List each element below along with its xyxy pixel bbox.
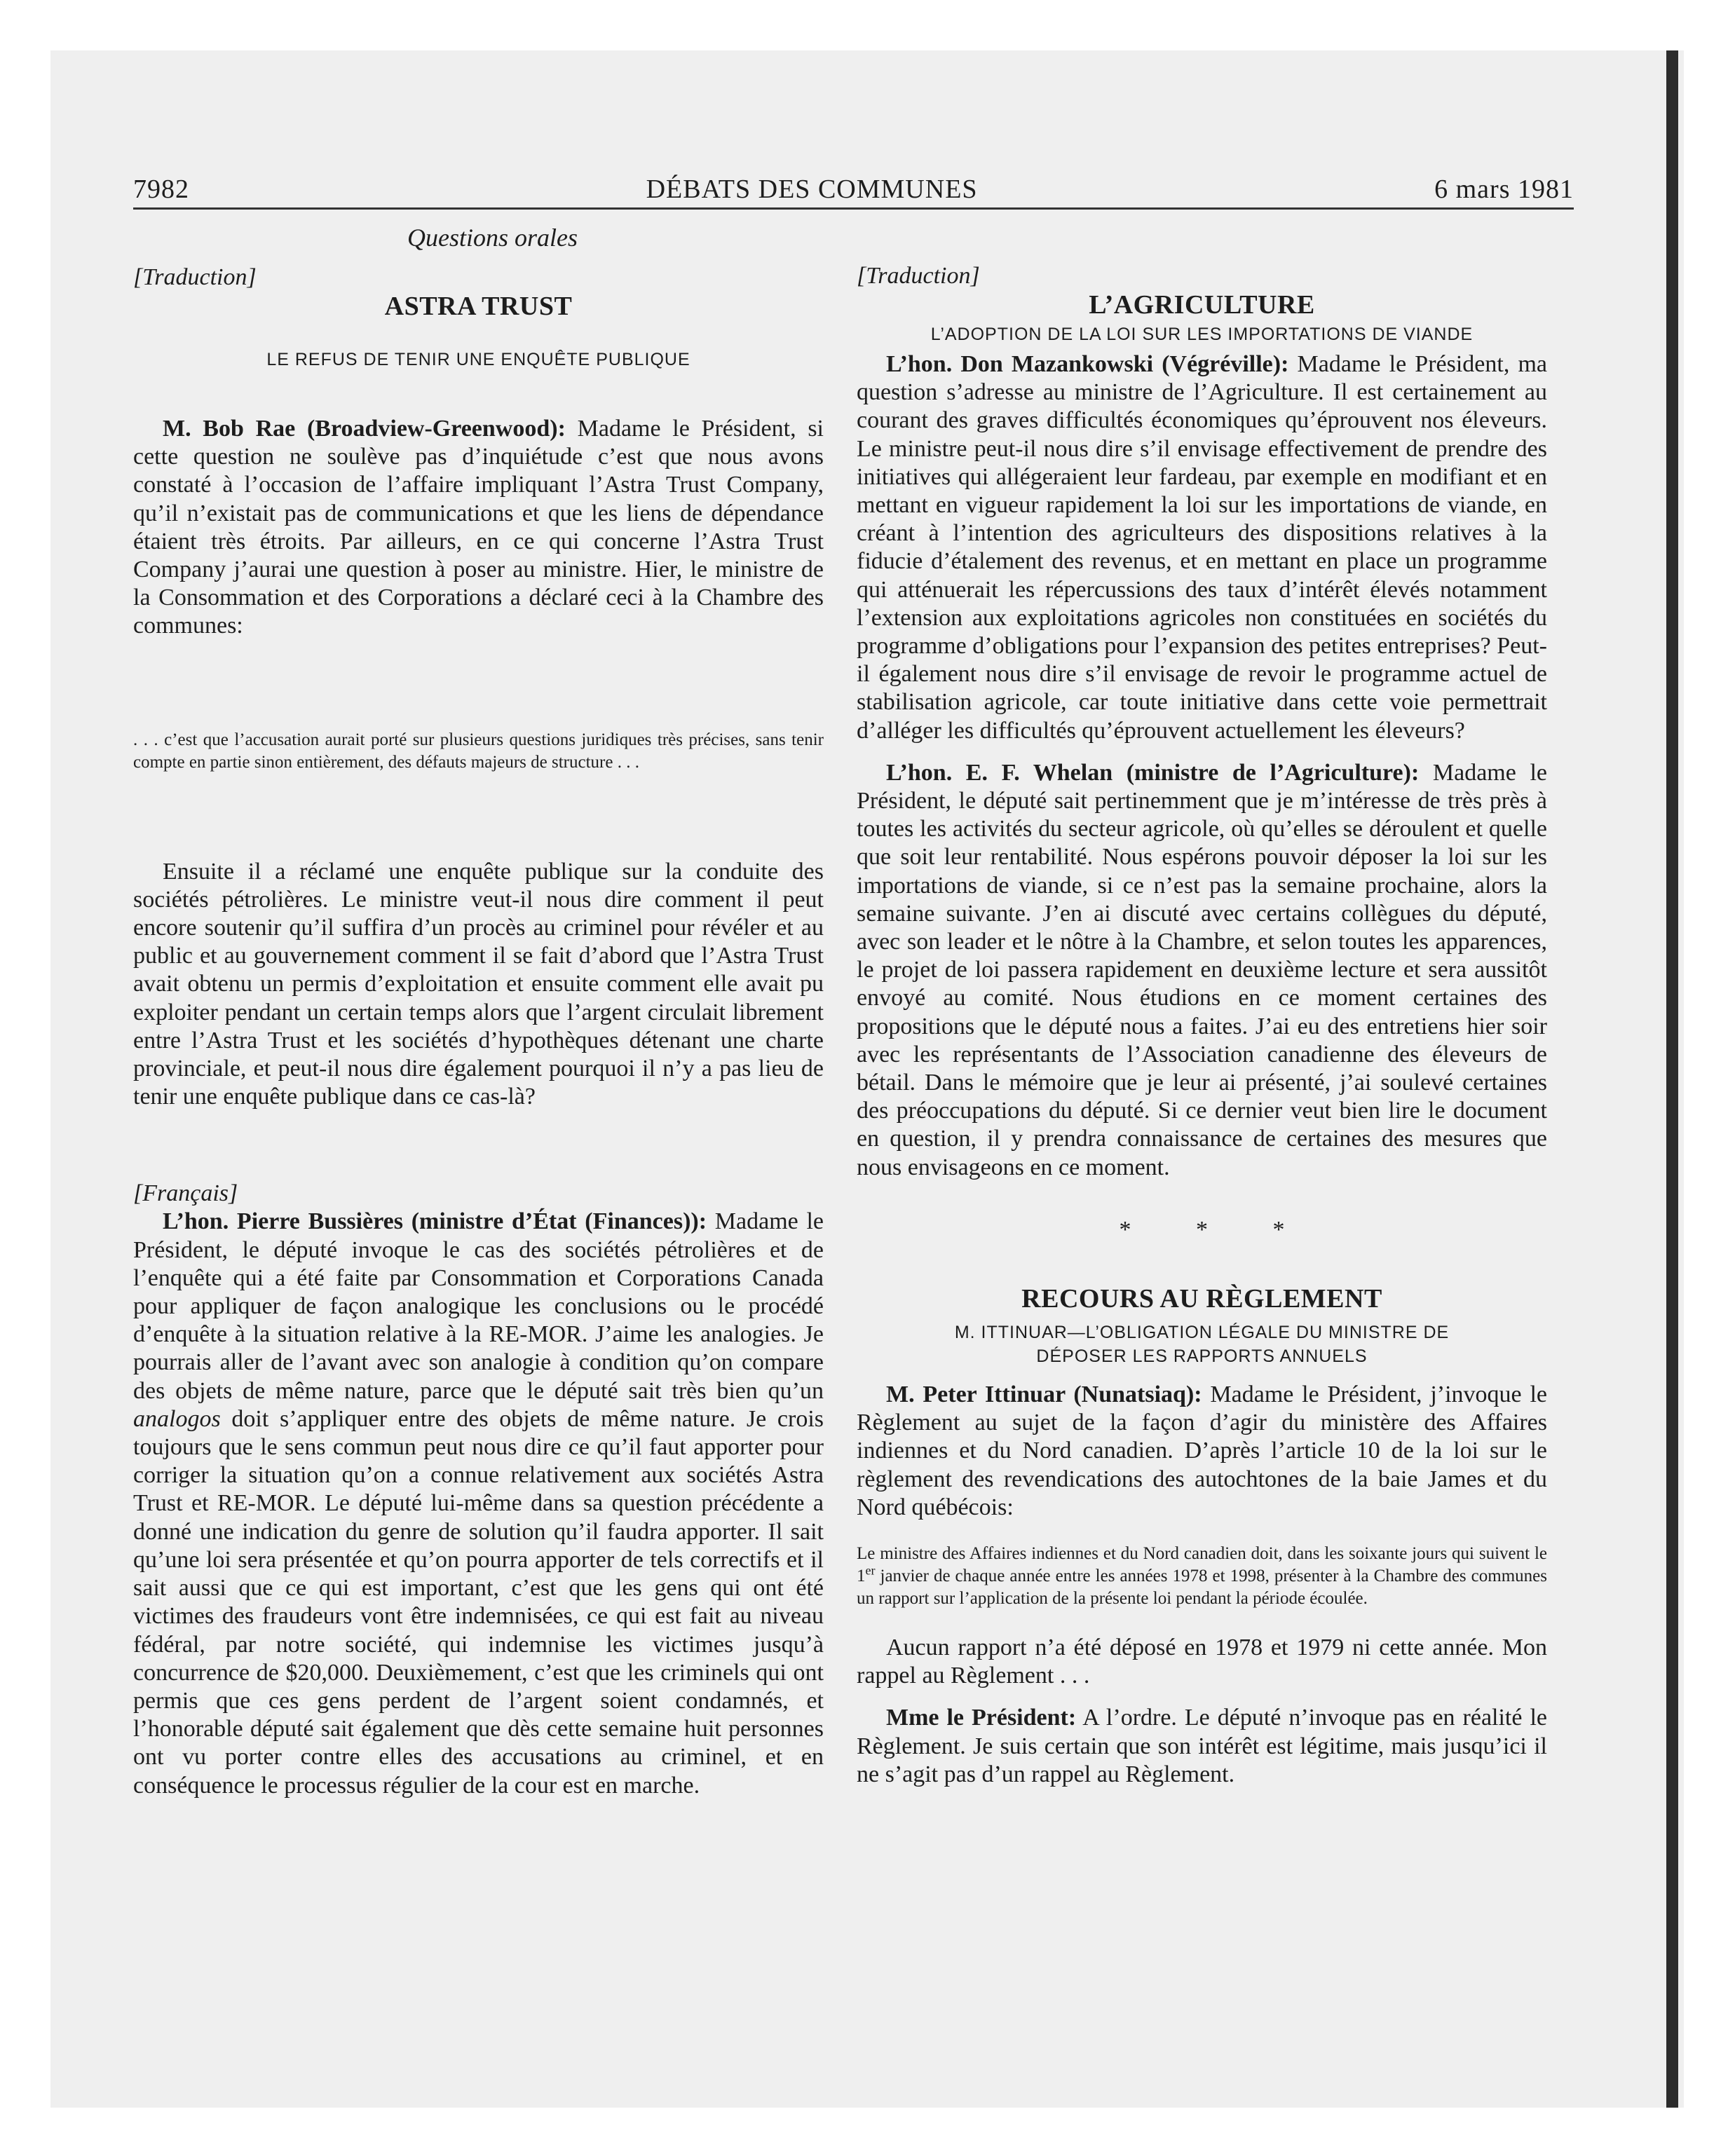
rubric-traduction: [Traduction]	[857, 263, 980, 289]
section-title: ASTRA TRUST	[384, 292, 573, 321]
section-title: RECOURS AU RÈGLEMENT	[1021, 1283, 1382, 1314]
section-subtitle: LE REFUS DE TENIR UNE ENQUÊTE PUBLIQUE	[266, 350, 690, 369]
speaker-name: L’hon. Don Mazankowski (Végréville):	[886, 351, 1289, 377]
right-column	[857, 223, 1547, 1789]
quote-text: janvier de chaque année entre les années 1978 et 1998, présenter à la Chambre des communes un rapport sur l’application de la présente loi pendant la période écoulée.	[857, 1566, 1547, 1608]
paragraph	[133, 1208, 824, 1799]
paragraph-text: Madame le Président, si cette question ne soulève pas d’inquiétude c’est que nous avons constaté à l’occasion de l’affaire impliquant l’Astra Trust Company, qu’il n’existait pas de communications et que les liens de dépendance étaient très étroits. Par ailleurs, en ce qui concerne l’Astra Trust Company j’aurai une question à poser au ministre. Hier, le ministre de la Consommation et des Corporations a déclaré ceci à la Chambre des communes:	[133, 416, 824, 639]
quote-text: Le ministre des Affaires indiennes et du Nord canadien doit, dans les soixante jours qui suivent le 1	[857, 1543, 1547, 1585]
section-subtitle	[857, 1321, 1547, 1368]
section-heading: Questions orales	[407, 224, 578, 252]
paragraph	[857, 350, 1547, 745]
page-number: 7982	[133, 175, 189, 204]
speaker-name: L’hon. E. F. Whelan (ministre de l’Agriculture):	[886, 759, 1420, 786]
paragraph-text: Madame le Président, j’invoque le Règlement au sujet de la façon d’agir du ministère des Affaires indiennes et du Nord canadien. D’après l’article 10 de la loi sur le règlement des revendications des autochtones de la baie James et du Nord québécois:	[857, 1381, 1547, 1520]
italic-term: analogos	[133, 1405, 221, 1432]
issue-date: 6 mars 1981	[1434, 175, 1574, 204]
paragraph	[857, 759, 1547, 1182]
section-separator: * * *	[1119, 1216, 1314, 1243]
paragraph-text: Madame le Président, le député sait pertinemment que je m’intéresse de très près à toutes les activités du secteur agricole, où qu’elles se déroulent et quelle que soit leur rentabilité. Nous espérons pouvoir déposer la loi sur les importations de viande, si ce n’est pas la semaine prochaine, alors la semaine suivante. J’en ai discuté avec certains collègues du député, avec son leader et le nôtre à la Chambre, et selon toutes les apparences, le projet de loi passera rapidement en deuxième lecture et sera aussitôt envoyé au comité. Nous étudions en ce moment certaines des propositions que le député nous a faites. J’ai eu des entretiens hier soir avec les représentants de l’Association canadienne des éleveurs de bétail. Dans le mémoire que je leur ai présenté, j’ai soulevé certaines des préoccupations du député. Si ce dernier veut bien lire le document en question, il y prendra connaissance de certaines des mesures que nous envisageons en ce moment.	[857, 759, 1547, 1180]
paragraph: Ensuite il a réclamé une enquête publique sur la conduite des sociétés pétrolières. Le ministre veut-il nous dire comment il peut encore soutenir qu’il suffira d’un procès au criminel pour révéler et au public et au gouvernement comment il se fait d’abord que l’Astra Trust avait obtenu un permis d’exploitation et ensuite comment elle avait pu exploiter pendant un certain temps alors que l’argent circulait librement entre l’Astra Trust et les sociétés d’hypothèques détenant une charte provinciale, et peut-il nous dire également pourquoi il n’y a pas lieu de tenir une enquête publique dans ce cas-là?	[133, 858, 824, 1110]
subtitle-line: M. ITTINUAR—L’OBLIGATION LÉGALE DU MINISTRE DE	[954, 1322, 1450, 1342]
paragraph: Aucun rapport n’a été déposé en 1978 et 1979 ni cette année. Mon rappel au Règlement . . .	[857, 1634, 1547, 1689]
paragraph	[857, 1381, 1547, 1522]
speaker-name: L’hon. Pierre Bussières (ministre d’État (Finances)):	[163, 1208, 707, 1235]
running-header	[133, 174, 1574, 205]
block-quote	[857, 1543, 1547, 1610]
paragraph-text: doit s’appliquer entre des objets de même nature. Je crois toujours que le sens commun peut nous dire ce qu’il faut apporter pour corriger la situation qu’on a connue relativement aux sociétés Astra Trust et RE-MOR. Le député lui-même dans sa question précédente a donné une indication du genre de solution qu’il faudra apporter. Il sait qu’une loi sera présentée et qu’on pourra apporter de tels correctifs et il sait aussi que ce qui est important, c’est que les gens qui ont été victimes des fraudeurs vont être indemnisées, ce qui est fait au niveau fédéral, par notre société, qui indemnise les victimes jusqu’à concurrence de $20,000. Deuxièmement, c’est que les criminels qui ont permis que ces gens perdent de l’argent soient condamnés, et l’honorable député sait également que dès cette semaine huit personnes ont vu porter contre elles des accusations au criminel, et en conséquence le processus régulier de la cour est en marche.	[133, 1405, 824, 1799]
ordinal-superscript: er	[865, 1563, 876, 1578]
page-edge-shadow	[1666, 50, 1678, 2108]
paragraph-text: Madame le Président, ma question s’adresse au ministre de l’Agriculture. Il est certainement au courant des graves difficultés économiques qu’éprouvent nos éleveurs. Le ministre peut-il nous dire s’il envisage effectivement de prendre des initiatives qui allégeraient leur fardeau, par exemple en modifiant et en mettant en vigueur rapidement la loi sur les importations de viande, en créant à l’intention des agriculteurs des dispositions relatives à la fiducie d’étalement des revenus, et en mettant en place un programme qui atténuerait les répercussions des taux d’intérêt élevés notamment l’extension aux exploitations agricoles non constituées en sociétés du programme d’obligations pour l’expansion des petites entreprises? Peut-il également nous dire s’il envisage de revoir le programme actuel de stabilisation agricole, car toute initiative dans cette voie permettrait d’alléger les difficultés qu’éprouvent actuellement les éleveurs?	[857, 351, 1548, 744]
rubric-traduction: [Traduction]	[133, 264, 257, 290]
speaker-name: Mme le Président:	[886, 1705, 1077, 1731]
subtitle-line: DÉPOSER LES RAPPORTS ANNUELS	[1036, 1346, 1368, 1366]
block-quote: . . . c’est que l’accusation aurait porté sur plusieurs questions juridiques très précises, sans tenir compte en partie sinon entièrement, des défauts majeurs de structure . . .	[133, 730, 824, 772]
speaker-name: M. Peter Ittinuar (Nunatsiaq):	[886, 1381, 1202, 1407]
paragraph	[133, 415, 824, 641]
left-column	[133, 223, 824, 1800]
section-subtitle: L’ADOPTION DE LA LOI SUR LES IMPORTATIONS DE VIANDE	[930, 325, 1474, 344]
journal-title: DÉBATS DES COMMUNES	[646, 175, 978, 204]
paragraph-text: Madame le Président, le député invoque le cas des sociétés pétrolières et de l’enquête qui a été faite par Consommation et Corporations Canada pour appliquer de façon analogique les conclusions ou le procédé d’enquête à la situation relative à la RE-MOR. J’aime les analogies. Je pourrais aller de l’avant avec son analogie à condition qu’on compare des objets de même nature, parce que le député sait très bien qu’un	[133, 1208, 824, 1404]
paragraph-text: A l’ordre. Le député n’invoque pas en réalité le Règlement. Je suis certain que son intérêt est légitime, mais jusqu’ici il ne s’agit pas d’un rappel au Règlement.	[857, 1705, 1547, 1787]
speaker-name: M. Bob Rae (Broadview-Greenwood):	[163, 416, 566, 442]
paragraph	[857, 1704, 1547, 1789]
rubric-francais: [Français]	[133, 1180, 238, 1207]
section-title: L’AGRICULTURE	[1089, 290, 1315, 320]
header-rule	[133, 207, 1574, 210]
